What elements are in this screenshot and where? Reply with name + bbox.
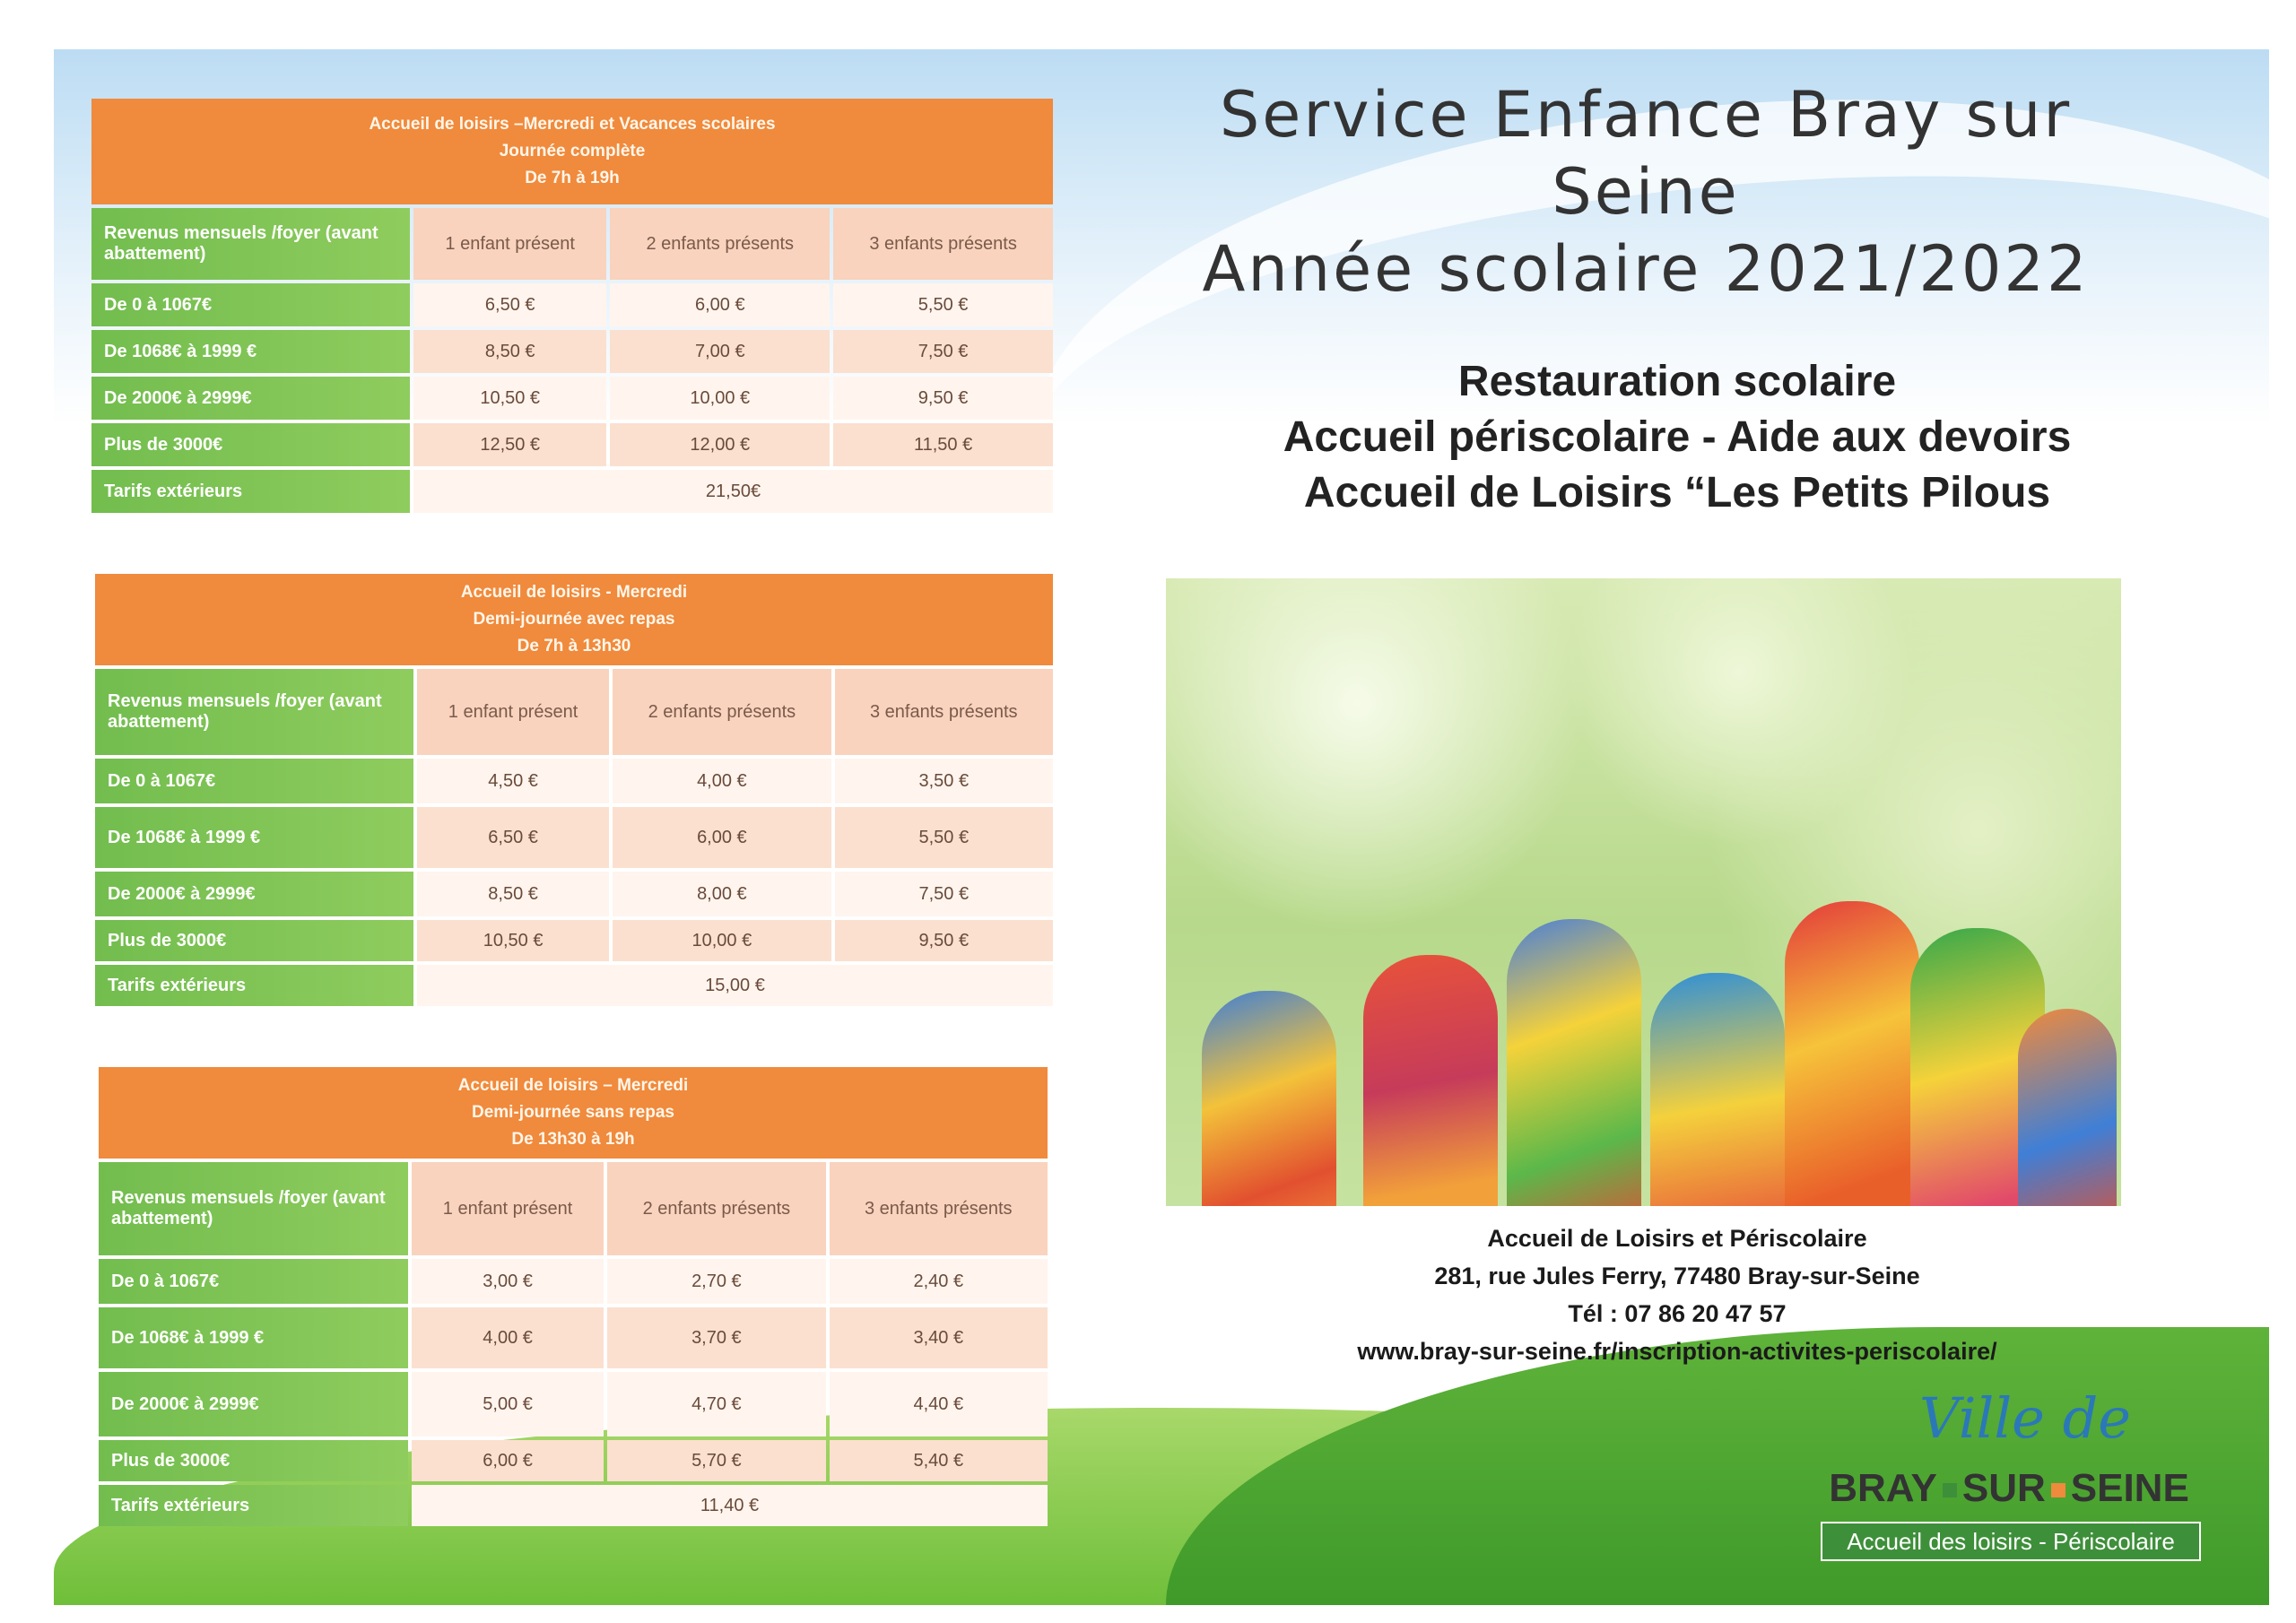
logo-word: SEINE: [2070, 1466, 2189, 1510]
price-cell: 8,50 €: [417, 872, 609, 916]
table-row: [91, 470, 1053, 513]
income-bracket: De 0 à 1067€: [91, 283, 410, 326]
contact-block: [1318, 1219, 2036, 1370]
heading-line: Accueil de loisirs – Mercredi: [457, 1076, 689, 1095]
price-cell: 3,00 €: [412, 1259, 604, 1304]
table-row: [91, 283, 1053, 326]
price-cell: 3,40 €: [830, 1307, 1048, 1368]
table-row: [95, 920, 1053, 961]
income-bracket: De 1068€ à 1999 €: [99, 1307, 408, 1368]
price-cell: 6,50 €: [413, 283, 606, 326]
income-bracket: De 2000€ à 2999€: [95, 872, 413, 916]
rate-table-full-day: [88, 95, 1057, 516]
table-heading: [95, 574, 1053, 665]
heading-line: Journée complète: [499, 142, 646, 161]
services-list: [1058, 354, 2296, 521]
income-bracket: De 0 à 1067€: [95, 759, 413, 803]
table-row: [99, 1372, 1048, 1436]
price-cell: 9,50 €: [835, 920, 1053, 961]
green-square-icon: [1943, 1483, 1957, 1497]
title-line: Service Enfance Bray sur: [1219, 78, 2073, 152]
column-header: 3 enfants présents: [830, 1162, 1048, 1255]
service-line: Accueil périscolaire - Aide aux devoirs: [1283, 413, 2072, 461]
logo-script-text: Ville de: [1919, 1385, 2131, 1451]
hand-shape: [1363, 955, 1498, 1206]
price-cell: 6,50 €: [417, 807, 609, 868]
income-bracket: De 0 à 1067€: [99, 1259, 408, 1304]
price-cell: 4,40 €: [830, 1372, 1048, 1436]
income-bracket: De 2000€ à 2999€: [99, 1372, 408, 1436]
income-bracket: Plus de 3000€: [91, 423, 410, 466]
column-header: 1 enfant présent: [413, 208, 606, 280]
table-row: [95, 807, 1053, 868]
heading-line: Accueil de loisirs –Mercredi et Vacances scolaires: [369, 115, 776, 134]
hand-shape: [1650, 973, 1785, 1206]
price-cell: 6,00 €: [613, 807, 831, 868]
price-cell: 12,00 €: [610, 423, 830, 466]
table-row: [95, 872, 1053, 916]
column-header: 1 enfant présent: [412, 1162, 604, 1255]
table-row: [95, 965, 1053, 1006]
external-rate-label: Tarifs extérieurs: [99, 1485, 408, 1526]
contact-url[interactable]: www.bray-sur-seine.fr/inscription-activites-periscolaire/: [1357, 1338, 1997, 1365]
income-bracket: De 2000€ à 2999€: [91, 377, 410, 420]
table-row: [99, 1259, 1048, 1304]
price-cell: 8,00 €: [613, 872, 831, 916]
column-header: 2 enfants présents: [610, 208, 830, 280]
price-cell: 7,50 €: [833, 330, 1053, 373]
rate-table-half-day-no-meal: [95, 1063, 1051, 1530]
column-header: 3 enfants présents: [835, 669, 1053, 755]
service-line: Restauration scolaire: [1457, 358, 1897, 405]
price-cell: 7,00 €: [610, 330, 830, 373]
price-cell: 2,70 €: [607, 1259, 825, 1304]
heading-line: Accueil de loisirs - Mercredi: [460, 583, 688, 602]
price-cell: 4,00 €: [613, 759, 831, 803]
price-cell: 10,50 €: [413, 377, 606, 420]
price-cell: 8,50 €: [413, 330, 606, 373]
ville-de-bray-logo: [1812, 1385, 2206, 1565]
table-row: [91, 423, 1053, 466]
price-cell: 6,00 €: [610, 283, 830, 326]
table-row: [91, 330, 1053, 373]
heading-line: De 13h30 à 19h: [511, 1130, 635, 1149]
table-row: [95, 759, 1053, 803]
price-cell: 2,40 €: [830, 1259, 1048, 1304]
column-header: Revenus mensuels /foyer (avant abattement): [95, 669, 413, 755]
column-header: 1 enfant présent: [417, 669, 609, 755]
external-rate-label: Tarifs extérieurs: [95, 965, 413, 1006]
price-cell: 12,50 €: [413, 423, 606, 466]
table-heading: [91, 99, 1053, 204]
logo-word: SUR: [1961, 1466, 2046, 1510]
service-line: Accueil de Loisirs “Les Petits Pilous: [1303, 469, 2051, 516]
painted-hands-photo: [1166, 578, 2121, 1206]
heading-line: Demi-journée avec repas: [473, 610, 675, 629]
income-bracket: De 1068€ à 1999 €: [91, 330, 410, 373]
heading-line: Demi-journée sans repas: [472, 1103, 674, 1122]
income-bracket: Plus de 3000€: [95, 920, 413, 961]
column-header: Revenus mensuels /foyer (avant abattement): [91, 208, 410, 280]
column-header: Revenus mensuels /foyer (avant abattement): [99, 1162, 408, 1255]
table-row: [91, 377, 1053, 420]
price-cell: 5,50 €: [833, 283, 1053, 326]
price-cell: 10,50 €: [417, 920, 609, 961]
title-line: Année scolaire 2021/2022: [1202, 232, 2090, 306]
price-cell: 11,50 €: [833, 423, 1053, 466]
price-cell: 6,00 €: [412, 1440, 604, 1481]
logo-wordmark: [1812, 1466, 2206, 1511]
price-cell: 4,00 €: [412, 1307, 604, 1368]
rate-table-half-day-with-meal: [91, 570, 1057, 1010]
price-cell: 3,70 €: [607, 1307, 825, 1368]
external-rate-value: 15,00 €: [417, 965, 1053, 1006]
price-cell: 4,70 €: [607, 1372, 825, 1436]
orange-square-icon: [2051, 1483, 2066, 1497]
price-cell: 10,00 €: [610, 377, 830, 420]
price-cell: 5,40 €: [830, 1440, 1048, 1481]
hand-shape: [2018, 1009, 2117, 1206]
hand-shape: [1507, 919, 1641, 1206]
price-cell: 9,50 €: [833, 377, 1053, 420]
income-bracket: De 1068€ à 1999 €: [95, 807, 413, 868]
hand-shape: [1202, 991, 1336, 1206]
external-rate-value: 11,40 €: [412, 1485, 1048, 1526]
table-heading: [99, 1067, 1048, 1159]
column-header: 3 enfants présents: [833, 208, 1053, 280]
table-row: [99, 1485, 1048, 1526]
title-line: Seine: [1552, 155, 1740, 229]
external-rate-value: 21,50€: [413, 470, 1053, 513]
column-header: 2 enfants présents: [607, 1162, 825, 1255]
price-cell: 7,50 €: [835, 872, 1053, 916]
price-cell: 5,70 €: [607, 1440, 825, 1481]
price-cell: 4,50 €: [417, 759, 609, 803]
table-row: [99, 1307, 1048, 1368]
price-cell: 3,50 €: [835, 759, 1053, 803]
column-header: 2 enfants présents: [613, 669, 831, 755]
heading-line: De 7h à 13h30: [517, 637, 631, 655]
heading-line: De 7h à 19h: [525, 169, 620, 187]
contact-phone: Tél : 07 86 20 47 57: [1568, 1300, 1787, 1327]
income-bracket: Plus de 3000€: [99, 1440, 408, 1481]
contact-address: 281, rue Jules Ferry, 77480 Bray-sur-Seine: [1434, 1263, 1920, 1289]
external-rate-label: Tarifs extérieurs: [91, 470, 410, 513]
logo-band: Accueil des loisirs - Périscolaire: [1821, 1522, 2201, 1561]
page-title: [1067, 76, 2224, 308]
logo-word: BRAY: [1829, 1466, 1937, 1510]
table-row: [99, 1440, 1048, 1481]
price-cell: 10,00 €: [613, 920, 831, 961]
price-cell: 5,00 €: [412, 1372, 604, 1436]
price-cell: 5,50 €: [835, 807, 1053, 868]
contact-name: Accueil de Loisirs et Périscolaire: [1487, 1225, 1867, 1252]
hand-shape: [1785, 901, 1919, 1206]
